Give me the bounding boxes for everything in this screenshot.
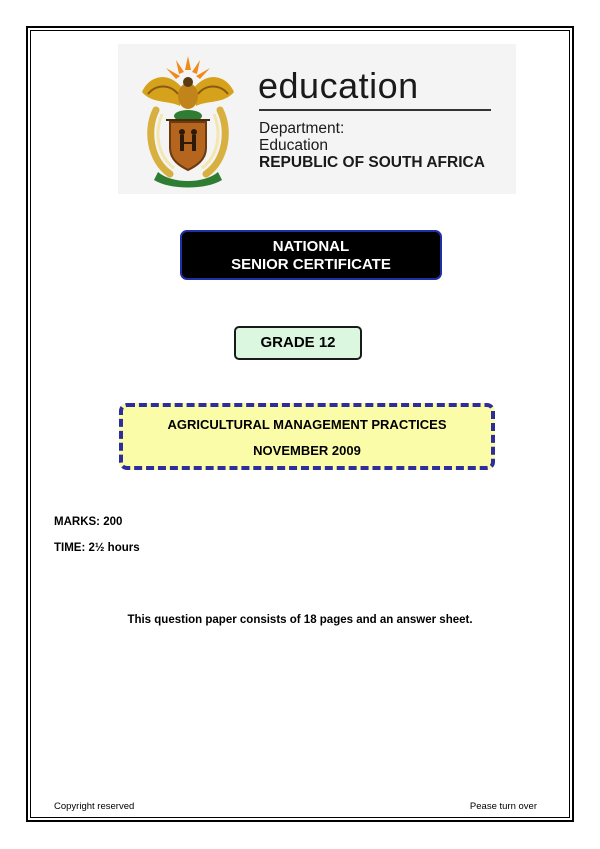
department-label: Department: xyxy=(259,120,345,137)
department-name: Education xyxy=(259,137,328,154)
coat-of-arms-icon xyxy=(136,50,240,188)
letterhead xyxy=(118,44,516,194)
subject-box xyxy=(119,403,495,470)
time-line: TIME: 2½ hours xyxy=(54,542,140,554)
letterhead-rule xyxy=(259,109,491,111)
marks-line: MARKS: 200 xyxy=(54,516,123,528)
certificate-banner xyxy=(180,230,442,280)
pages-note: This question paper consists of 18 pages and an answer sheet. xyxy=(127,614,473,626)
grade-badge: GRADE 12 xyxy=(234,326,362,360)
letterhead-heading: education xyxy=(258,65,419,106)
subject-title: AGRICULTURAL MANAGEMENT PRACTICES xyxy=(167,417,447,432)
country-name: REPUBLIC OF SOUTH AFRICA xyxy=(259,154,485,171)
certificate-line-1: NATIONAL xyxy=(272,238,350,255)
exam-session: NOVEMBER 2009 xyxy=(253,443,361,458)
footer-turn-over: Pease turn over xyxy=(469,801,537,812)
certificate-line-2: SENIOR CERTIFICATE xyxy=(231,256,391,273)
footer-copyright: Copyright reserved xyxy=(54,801,135,812)
